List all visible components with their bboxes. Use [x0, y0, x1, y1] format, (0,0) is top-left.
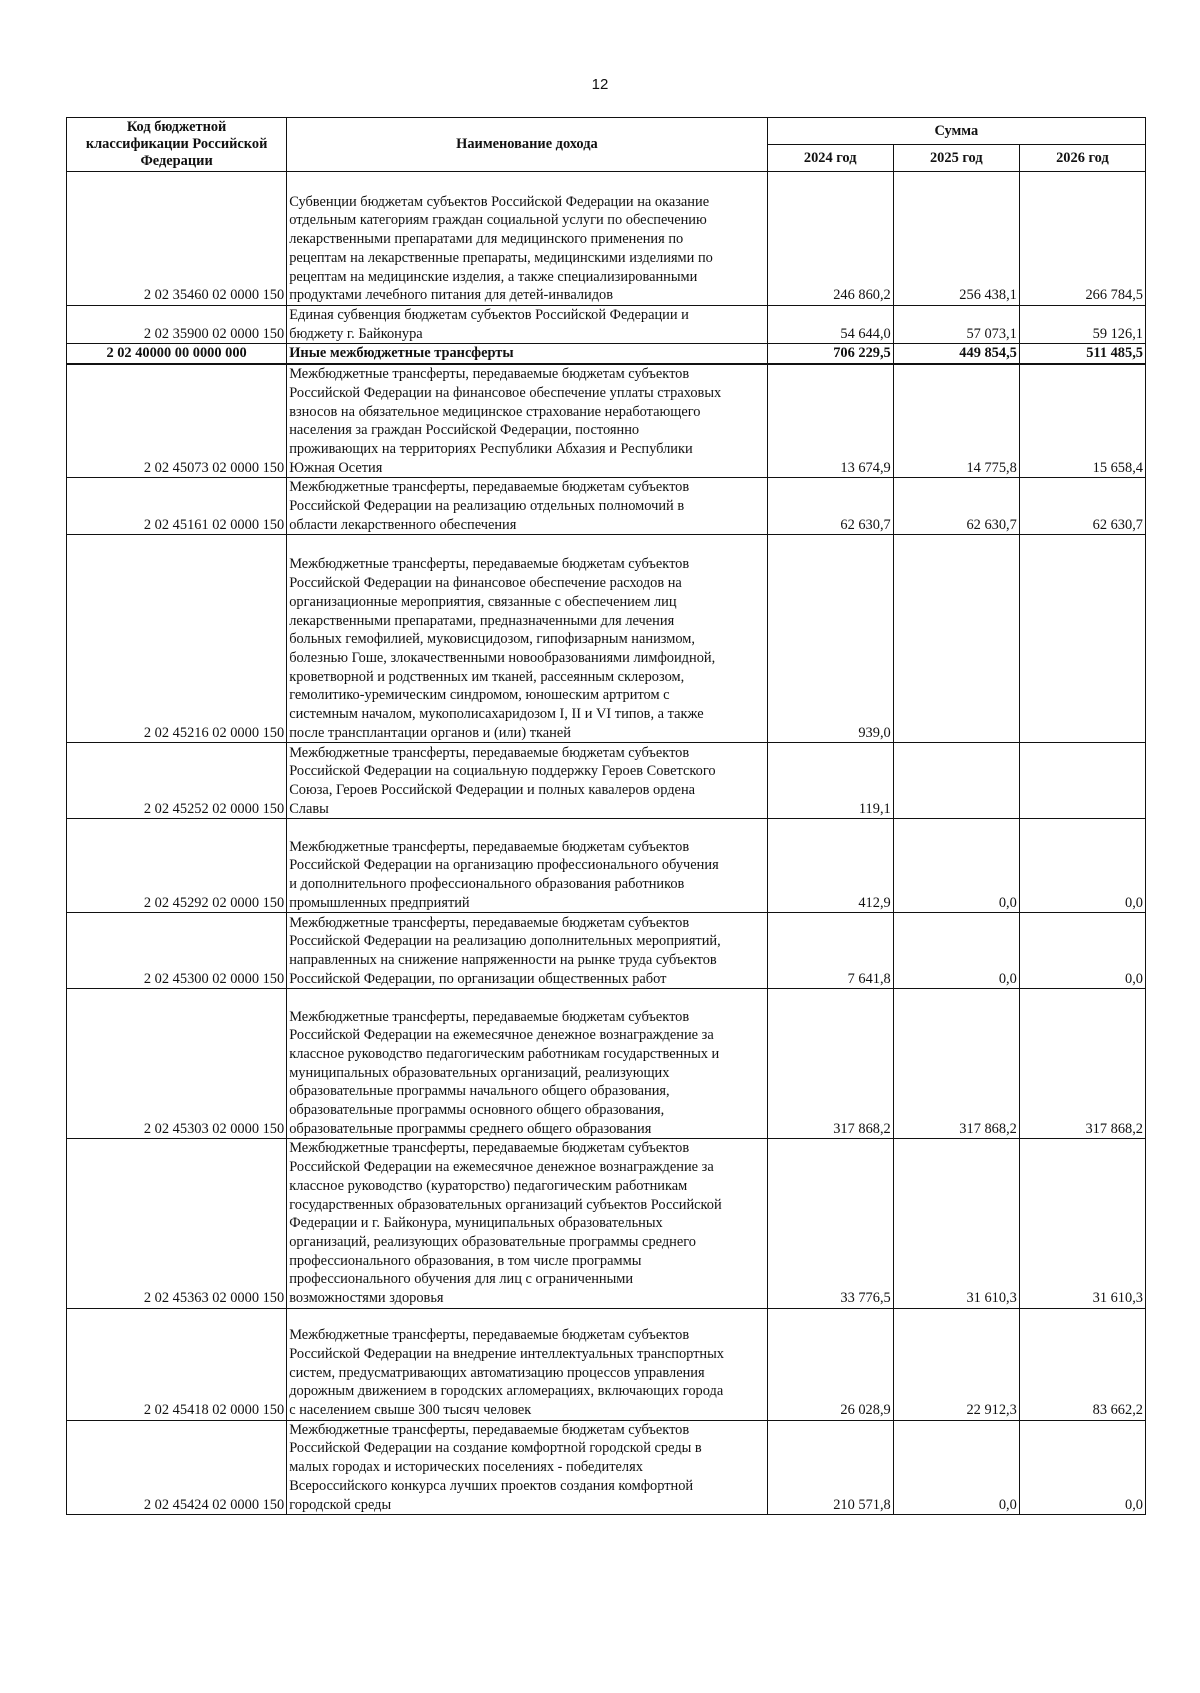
budget-code-cell: 2 02 45300 02 0000 150: [67, 913, 287, 989]
revenue-name-line: государственных образовательных организаций субъектов Российской: [289, 1196, 722, 1213]
revenue-name-line: Межбюджетные трансферты, передаваемые бюджетам субъектов: [289, 1140, 690, 1157]
budget-code-cell: 2 02 45424 02 0000 150: [67, 1420, 287, 1515]
revenue-name-line: образовательные программы среднего общего образования: [289, 1120, 652, 1137]
name-column-header: Наименование дохода: [287, 118, 767, 172]
table-row: [67, 1308, 1146, 1420]
table-row: [67, 364, 1146, 478]
budget-code-cell: 2 02 45252 02 0000 150: [67, 743, 287, 819]
revenue-name-line: населения за граждан Российской Федерации, постоянно: [289, 422, 640, 439]
revenue-name-line: кроветворной и родственных им тканей, рассеянным склерозом,: [289, 668, 685, 685]
revenue-name-line: Южная Осетия: [289, 459, 383, 476]
amount-2024-cell: 62 630,7: [767, 478, 893, 535]
revenue-name-line: Межбюджетные трансферты, передаваемые бюджетам субъектов: [289, 1008, 690, 1025]
revenue-name-line: малых городах и исторических поселениях - победителях: [289, 1459, 643, 1476]
year-2026-header: 2026 год: [1019, 145, 1145, 172]
amount-2024-cell: 26 028,9: [767, 1308, 893, 1420]
table-row: [67, 1420, 1146, 1515]
amount-2026-cell: 83 662,2: [1019, 1308, 1145, 1420]
revenue-name-line: бюджету г. Байконура: [289, 325, 423, 342]
amount-2024-cell: 246 860,2: [767, 172, 893, 306]
revenue-name-line: классное руководство (кураторство) педагогическим работникам: [289, 1177, 688, 1194]
revenue-name-line: Федерации и г. Байконура, муниципальных образовательных: [289, 1215, 663, 1232]
budget-code-cell: 2 02 45073 02 0000 150: [67, 364, 287, 478]
amount-2025-cell: 449 854,5: [893, 344, 1019, 364]
amount-2024-cell: 119,1: [767, 743, 893, 819]
budget-code-cell: 2 02 45161 02 0000 150: [67, 478, 287, 535]
table-row: [67, 1139, 1146, 1308]
page-number: 12: [591, 76, 609, 93]
revenue-name-line: Российской Федерации на ежемесячное денежное вознаграждение за: [289, 1159, 714, 1176]
table-body: [67, 172, 1146, 1515]
revenue-name-cell: [287, 478, 767, 535]
revenue-name-line: Всероссийского конкурса лучших проектов создания комфортной: [289, 1477, 694, 1494]
amount-2026-cell: 0,0: [1019, 913, 1145, 989]
table-row: [67, 535, 1146, 743]
revenue-name-line: муниципальных образовательных организаций, реализующих: [289, 1064, 670, 1081]
revenue-name-line: организаций, реализующих образовательные программы среднего: [289, 1233, 696, 1250]
amount-2024-cell: 412,9: [767, 819, 893, 913]
revenue-name-line: Межбюджетные трансферты, передаваемые бюджетам субъектов: [289, 914, 690, 931]
amount-2024-cell: 33 776,5: [767, 1139, 893, 1308]
table-row: [67, 306, 1146, 344]
amount-2026-cell: 62 630,7: [1019, 478, 1145, 535]
table-row: [67, 819, 1146, 913]
amount-2025-cell: 22 912,3: [893, 1308, 1019, 1420]
code-column-header: Код бюджетной классификации Российской Федерации: [67, 118, 287, 172]
revenue-name-line: системным началом, мукополисахаридозом I, II и VI типов, а также: [289, 706, 704, 723]
revenue-name-line: дорожным движением в городских агломерациях, включающих города: [289, 1383, 724, 1400]
revenue-name-line: Межбюджетные трансферты, передаваемые бюджетам субъектов: [289, 838, 690, 855]
revenue-name-line: Межбюджетные трансферты, передаваемые бюджетам субъектов: [289, 366, 690, 383]
revenue-name-line: Российской Федерации на организацию профессионального обучения: [289, 857, 719, 874]
table-row: [67, 172, 1146, 306]
revenue-name-line: больных гемофилией, муковисцидозом, гипофизарным нанизмом,: [289, 631, 695, 648]
amount-2025-cell: 57 073,1: [893, 306, 1019, 344]
revenue-name-cell: [287, 344, 767, 364]
revenue-name-line: Межбюджетные трансферты, передаваемые бюджетам субъектов: [289, 1327, 690, 1344]
revenue-name-cell: [287, 1139, 767, 1308]
amount-2025-cell: 0,0: [893, 1420, 1019, 1515]
revenue-name-line: лекарственными препаратами, предназначенными для лечения: [289, 612, 675, 629]
revenue-name-line: области лекарственного обеспечения: [289, 516, 517, 533]
revenue-name-line: после трансплантации органов и (или) тканей: [289, 724, 571, 741]
amount-2024-cell: 317 868,2: [767, 989, 893, 1139]
amount-2025-cell: 14 775,8: [893, 364, 1019, 478]
revenue-name-line: Иные межбюджетные трансферты: [289, 345, 514, 362]
budget-code-cell: 2 02 45363 02 0000 150: [67, 1139, 287, 1308]
budget-code-cell: 2 02 35900 02 0000 150: [67, 306, 287, 344]
amount-2024-cell: 939,0: [767, 535, 893, 743]
revenue-name-line: Российской Федерации на финансовое обеспечение расходов на: [289, 575, 682, 592]
amount-2025-cell: 0,0: [893, 913, 1019, 989]
revenue-name-line: Славы: [289, 800, 329, 817]
amount-2025-cell: [893, 535, 1019, 743]
sum-column-header: Сумма: [767, 118, 1145, 145]
budget-code-cell: 2 02 45418 02 0000 150: [67, 1308, 287, 1420]
amount-2024-cell: 13 674,9: [767, 364, 893, 478]
revenue-name-line: Российской Федерации на финансовое обеспечение уплаты страховых: [289, 384, 722, 401]
revenue-name-line: Российской Федерации на внедрение интеллектуальных транспортных: [289, 1345, 724, 1362]
budget-code-cell: 2 02 45303 02 0000 150: [67, 989, 287, 1139]
revenue-name-cell: [287, 819, 767, 913]
amount-2025-cell: 317 868,2: [893, 989, 1019, 1139]
revenue-name-cell: [287, 913, 767, 989]
revenue-name-line: отдельным категориям граждан социальной услуги по обеспечению: [289, 212, 707, 229]
revenue-name-cell: [287, 1420, 767, 1515]
amount-2025-cell: 256 438,1: [893, 172, 1019, 306]
revenue-name-line: Российской Федерации, по организации общественных работ: [289, 970, 667, 987]
amount-2025-cell: 0,0: [893, 819, 1019, 913]
revenue-name-line: гемолитико-уремическим синдромом, юношеским артритом с: [289, 687, 670, 704]
revenue-name-line: и дополнительного профессионального образования работников: [289, 876, 685, 893]
amount-2026-cell: 511 485,5: [1019, 344, 1145, 364]
table-row: [67, 989, 1146, 1139]
budget-code-cell: 2 02 40000 00 0000 000: [67, 344, 287, 364]
amount-2026-cell: [1019, 743, 1145, 819]
amount-2025-cell: [893, 743, 1019, 819]
amount-2026-cell: 317 868,2: [1019, 989, 1145, 1139]
amount-2026-cell: [1019, 535, 1145, 743]
revenue-name-line: образовательные программы основного общего образования,: [289, 1102, 665, 1119]
revenue-name-line: Российской Федерации на реализацию дополнительных мероприятий,: [289, 933, 721, 950]
table-row: [67, 344, 1146, 364]
amount-2026-cell: 266 784,5: [1019, 172, 1145, 306]
revenue-name-line: болезнью Гоше, злокачественными новообразованиями лимфоидной,: [289, 649, 716, 666]
revenue-name-line: возможностями здоровья: [289, 1290, 444, 1307]
revenue-name-line: Межбюджетные трансферты, передаваемые бюджетам субъектов: [289, 1421, 690, 1438]
revenue-name-line: Межбюджетные трансферты, передаваемые бюджетам субъектов: [289, 479, 690, 496]
budget-code-cell: 2 02 35460 02 0000 150: [67, 172, 287, 306]
budget-code-cell: 2 02 45292 02 0000 150: [67, 819, 287, 913]
revenue-name-line: взносов на обязательное медицинское страхование неработающего: [289, 403, 701, 420]
revenue-name-cell: [287, 172, 767, 306]
revenue-name-line: проживающих на территориях Республики Абхазия и Республики: [289, 440, 693, 457]
revenue-name-line: классное руководство педагогическим работникам государственных и: [289, 1045, 720, 1062]
revenue-name-line: рецептам на медицинские изделия, а также специализированными: [289, 268, 698, 285]
amount-2025-cell: 62 630,7: [893, 478, 1019, 535]
revenue-name-line: Российской Федерации на реализацию отдельных полномочий в: [289, 498, 685, 515]
amount-2026-cell: 0,0: [1019, 1420, 1145, 1515]
table-row: [67, 913, 1146, 989]
revenue-name-line: Российской Федерации на ежемесячное денежное вознаграждение за: [289, 1027, 714, 1044]
revenue-name-line: Российской Федерации на создание комфортной городской среды в: [289, 1440, 702, 1457]
revenue-name-line: Межбюджетные трансферты, передаваемые бюджетам субъектов: [289, 744, 690, 761]
revenue-name-cell: [287, 306, 767, 344]
amount-2026-cell: 31 610,3: [1019, 1139, 1145, 1308]
revenue-name-line: направленных на снижение напряженности на рынке труда субъектов: [289, 952, 717, 969]
revenue-name-line: организационные мероприятия, связанные с обеспечением лиц: [289, 593, 677, 610]
revenue-name-line: с населением свыше 300 тысяч человек: [289, 1402, 532, 1419]
revenue-name-line: профессионального обучения для лиц с ограниченными: [289, 1271, 634, 1288]
amount-2026-cell: 59 126,1: [1019, 306, 1145, 344]
revenue-name-line: продуктами лечебного питания для детей-инвалидов: [289, 287, 614, 304]
revenue-name-cell: [287, 743, 767, 819]
revenue-name-line: систем, предусматривающих автоматизацию процессов управления: [289, 1364, 705, 1381]
table-row: [67, 743, 1146, 819]
year-2024-header: 2024 год: [767, 145, 893, 172]
year-2025-header: 2025 год: [893, 145, 1019, 172]
revenue-name-line: Единая субвенция бюджетам субъектов Российской Федерации и: [289, 307, 689, 323]
revenue-name-line: Российской Федерации на социальную поддержку Героев Советского: [289, 763, 716, 780]
revenue-name-cell: [287, 989, 767, 1139]
revenue-name-line: лекарственными препаратами для медицинского применения по: [289, 231, 684, 248]
budget-revenue-table: [66, 117, 1146, 1515]
amount-2024-cell: 7 641,8: [767, 913, 893, 989]
amount-2026-cell: 15 658,4: [1019, 364, 1145, 478]
amount-2024-cell: 54 644,0: [767, 306, 893, 344]
amount-2026-cell: 0,0: [1019, 819, 1145, 913]
table-row: [67, 478, 1146, 535]
revenue-name-line: Субвенции бюджетам субъектов Российской Федерации на оказание: [289, 193, 710, 210]
revenue-name-cell: [287, 535, 767, 743]
revenue-name-line: городской среды: [289, 1496, 392, 1513]
revenue-name-line: рецептам на лекарственные препараты, медицинскими изделиями по: [289, 249, 713, 266]
amount-2024-cell: 210 571,8: [767, 1420, 893, 1515]
amount-2024-cell: 706 229,5: [767, 344, 893, 364]
revenue-name-line: Союза, Героев Российской Федерации и полных кавалеров ордена: [289, 782, 696, 799]
amount-2025-cell: 31 610,3: [893, 1139, 1019, 1308]
table-header: [67, 118, 1146, 172]
revenue-name-cell: [287, 364, 767, 478]
revenue-name-line: профессионального образования, в том числе программы: [289, 1252, 642, 1269]
revenue-name-line: образовательные программы начального общего образования,: [289, 1083, 670, 1100]
revenue-name-cell: [287, 1308, 767, 1420]
revenue-name-line: промышленных предприятий: [289, 894, 470, 911]
revenue-name-line: Межбюджетные трансферты, передаваемые бюджетам субъектов: [289, 556, 690, 573]
budget-code-cell: 2 02 45216 02 0000 150: [67, 535, 287, 743]
